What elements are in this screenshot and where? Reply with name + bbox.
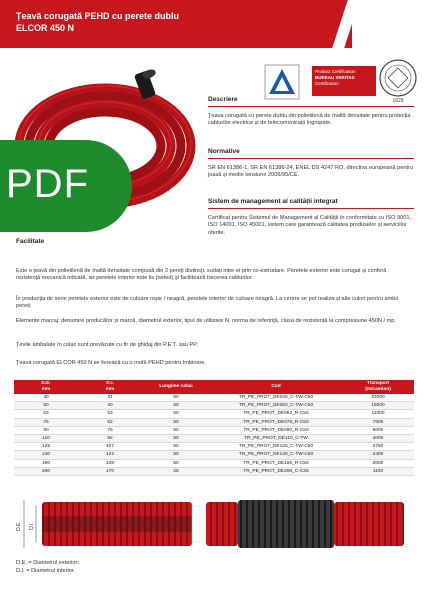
table-cell: 160 xyxy=(14,459,78,467)
table-cell: 200 xyxy=(14,467,78,475)
quality-mark-icon xyxy=(264,64,300,100)
table-row xyxy=(14,467,414,475)
bureau-veritas-certification-logo xyxy=(312,66,376,96)
table-cell: 138 xyxy=(78,459,142,467)
table-cell: 3760 xyxy=(342,443,414,451)
table-cell: TR_PE_PROT_DE125_C-TW-C50 xyxy=(210,443,342,451)
description-label: Facilitate xyxy=(16,238,45,245)
table-cell: TR_PE_PROT_DE075_R-C50 xyxy=(210,418,342,426)
column-header-inner-diameter: D.I. mm xyxy=(78,380,142,394)
column-header-outer-diameter: D.E. mm xyxy=(14,380,78,394)
section-title-normative: Normative xyxy=(208,148,414,159)
table-cell: 50 xyxy=(142,410,210,418)
table-cell: 6000 xyxy=(342,426,414,434)
table-cell: 1100 xyxy=(342,467,414,475)
table-cell: 25 xyxy=(142,467,210,475)
inner-diameter-label: D.I. xyxy=(29,522,35,530)
table-cell: 170 xyxy=(78,467,142,475)
pdf-badge-label: PDF xyxy=(6,162,89,206)
table-cell: 11000 xyxy=(342,410,414,418)
table-cell: 92 xyxy=(78,435,142,443)
table-cell: 50 xyxy=(142,459,210,467)
cert-line-1: Product Certification xyxy=(315,69,356,74)
table-row xyxy=(14,418,414,426)
table-cell: 22000 xyxy=(342,394,414,402)
section-text-management: Certificat pentru Sistemul de Management al Calității în conformitate cu ISO 9001, ISO 14001, ISO 45001, sistem care garantează calitatea produselor și serviciilor oferite. xyxy=(208,215,412,236)
header-notch-fill xyxy=(352,0,424,48)
table-cell: TR_PE_PROT_DE050_C-TW-C50 xyxy=(210,402,342,410)
table-cell: 53 xyxy=(78,410,142,418)
diameter-legend xyxy=(16,560,79,575)
description-paragraph-5: Țeava corugată ELCOR 450 N se livrează cu o mufă PEHD pentru îmbinare. xyxy=(16,360,206,366)
title-line-2: ELCOR 450 N xyxy=(16,23,75,33)
table-row xyxy=(14,451,414,459)
table-cell: 50 xyxy=(142,451,210,459)
table-cell: 40 xyxy=(14,394,78,402)
legend-line-outer: D.E. = Diametrul exterior; xyxy=(16,560,79,566)
specifications-table-body xyxy=(14,394,414,476)
pipe-cross-section-diagram xyxy=(14,494,414,554)
table-row xyxy=(14,426,414,434)
description-paragraph-4: Țevile ambalate în colac sunt prevăzute cu fir de ghidaj din P.E.T. sau PP. xyxy=(16,342,198,348)
table-cell: TR_PE_PROT_DE140_C-TW-C50 xyxy=(210,451,342,459)
table-row xyxy=(14,410,414,418)
table-cell: TR_PE_PROT_DE040_C-TW-C50 xyxy=(210,394,342,402)
section-descriere xyxy=(208,96,414,128)
title-line-1: Țeavă corugată PEHD cu perete dublu xyxy=(16,11,180,21)
table-row xyxy=(14,402,414,410)
table-cell: 2400 xyxy=(342,451,414,459)
cert-line-3: Certification xyxy=(315,81,339,86)
table-cell: 76 xyxy=(78,426,142,434)
cert-line-2: BUREAU VERITAS xyxy=(315,75,355,80)
table-cell: TR_PE_PROT_DE200_C-C25 xyxy=(210,467,342,475)
specifications-table xyxy=(14,380,414,476)
table-cell: 122 xyxy=(78,451,142,459)
table-row xyxy=(14,435,414,443)
table-cell: 50 xyxy=(142,435,210,443)
description-paragraph-2: În producția de serie peretele exterior este de culoare roșie / neagră, peretele interior de culoare neagră. La cerere se pot realiza și alte culori pentru ambii pereți. xyxy=(16,296,398,310)
table-cell: 50 xyxy=(142,443,210,451)
table-cell: 75 xyxy=(14,418,78,426)
seal-year: 1828 xyxy=(392,98,404,104)
table-cell: TR_PE_PROT_DE110_C-TW xyxy=(210,435,342,443)
table-cell: TR_PE_PROT_DE063_R-C50 xyxy=(210,410,342,418)
table-cell: 7600 xyxy=(342,418,414,426)
table-cell: 2000 xyxy=(342,459,414,467)
section-title-management: Sistem de management al calității integrat xyxy=(208,198,414,209)
section-normative xyxy=(208,148,414,180)
legend-line-inner: D.I. = Diametrul interior. xyxy=(16,567,75,574)
table-cell: 40 xyxy=(78,402,142,410)
table-cell: 31 xyxy=(78,394,142,402)
table-cell: TR_PE_PROT_DE160_R-C50 xyxy=(210,459,342,467)
pdf-download-badge[interactable] xyxy=(0,140,132,232)
table-cell: 62 xyxy=(78,418,142,426)
column-header-code: Cod xyxy=(210,380,342,394)
section-management xyxy=(208,198,414,237)
table-cell: 50 xyxy=(142,426,210,434)
table-cell: 107 xyxy=(78,443,142,451)
description-paragraph-1: Este o țeavă din polietilenă de înaltă densitate compusă din 2 pereți distincți, sudați intre ei prin co-extrudare. Peretele exterior este corugat și conferă rezistență mecanică ridicată, iar peretele interior este lis (neted) și facilitează trecerea cablurilor. xyxy=(16,268,387,282)
table-cell: 125 xyxy=(14,443,78,451)
table-cell: 4000 xyxy=(342,435,414,443)
description-paragraph-3: Elemente marcaj: denumire producător și marcă, diametrul exterior, tipul de utilizare N, norma de referință, clasa de rezistență la compresiune 450N / mp. xyxy=(16,318,396,324)
table-cell: TR_PE_PROT_DE090_R-C50 xyxy=(210,426,342,434)
table-header-row xyxy=(14,380,414,394)
section-text-descriere: Țeava corugată cu perete dublu din polietilenă de înaltă densitate pentru protecția cablurilor electrice și de telecomunicații îngropate. xyxy=(208,113,411,127)
table-row xyxy=(14,443,414,451)
table-row xyxy=(14,394,414,402)
document-title xyxy=(16,10,179,34)
section-title-descriere: Descriere xyxy=(208,96,414,107)
table-row xyxy=(14,459,414,467)
table-cell: 50 xyxy=(14,402,78,410)
column-header-coil-length: Lungime colac xyxy=(142,380,210,394)
column-header-transport: Transport (m/camion) xyxy=(342,380,414,394)
table-cell: 63 xyxy=(14,410,78,418)
table-cell: 50 xyxy=(142,394,210,402)
table-cell: 50 xyxy=(142,402,210,410)
outer-diameter-label: D.E. xyxy=(16,521,22,531)
table-cell: 90 xyxy=(14,426,78,434)
table-cell: 50 xyxy=(142,418,210,426)
table-cell: 110 xyxy=(14,435,78,443)
table-cell: 15000 xyxy=(342,402,414,410)
table-cell: 140 xyxy=(14,451,78,459)
section-text-normative: SR EN 61386-1, SR EN 61386-24, ENEL DS 4247 RO, directiva europeană pentru joasă și medie tensiune 2006/95/CE. xyxy=(208,165,414,179)
